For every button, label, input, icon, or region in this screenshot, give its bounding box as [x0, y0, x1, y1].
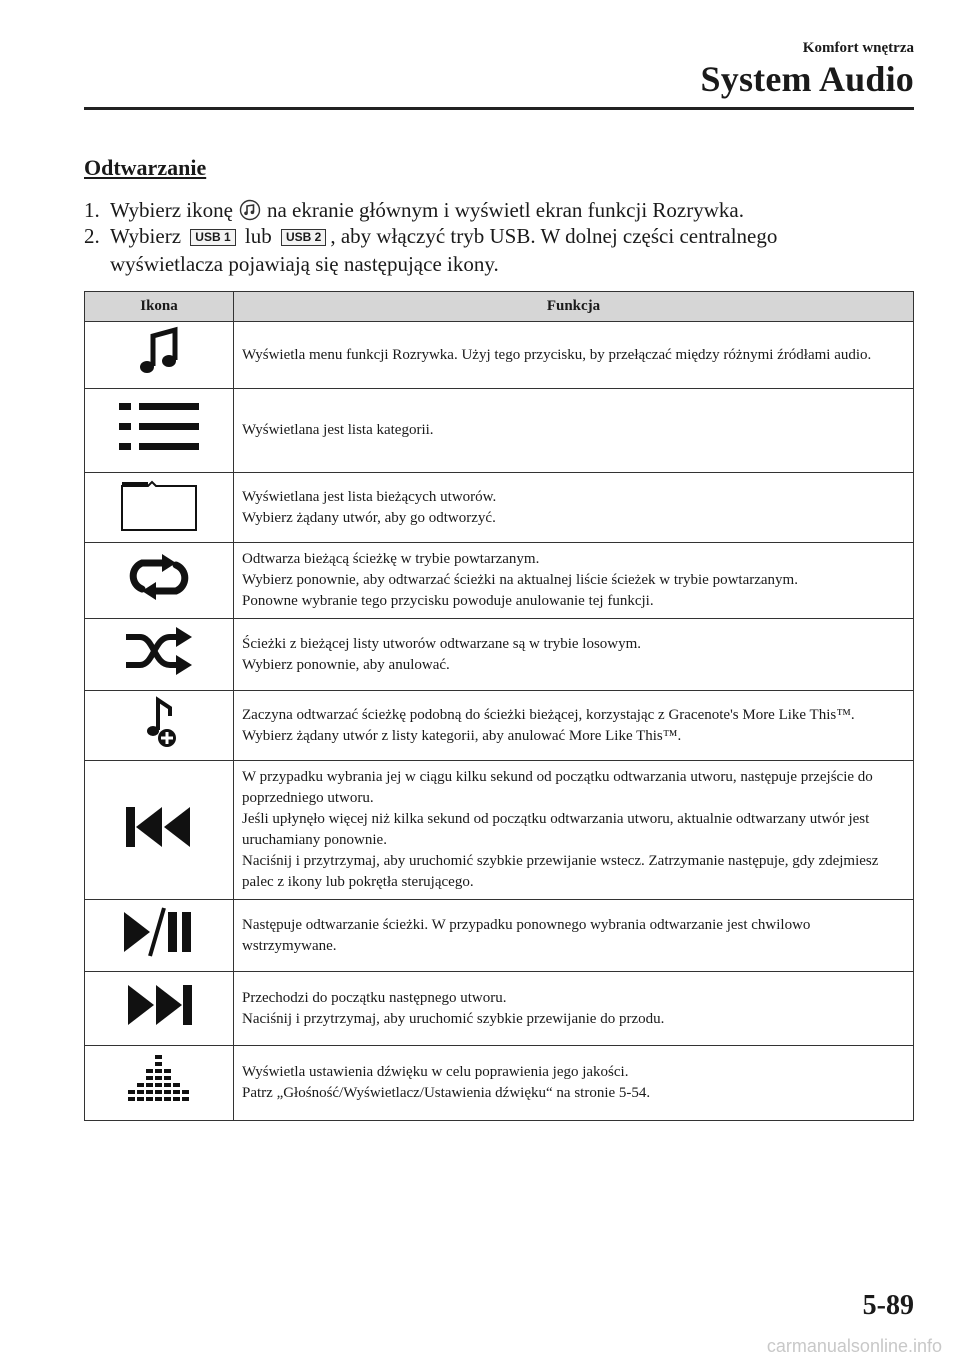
- icon-cell: [85, 691, 234, 761]
- function-text: Przechodzi do początku następnego utworu.: [242, 989, 507, 1006]
- step-text: Wybierz: [110, 224, 182, 248]
- table-row: [85, 761, 914, 900]
- usb2-button[interactable]: USB 2: [281, 229, 326, 246]
- icon-cell: [85, 473, 234, 543]
- function-cell: [234, 900, 914, 972]
- function-text: Wybierz ponownie, aby odtwarzać ścieżki na aktualnej liście ścieżek w trybie powtarzanym.: [242, 572, 798, 588]
- icon-cell: [85, 389, 234, 473]
- icon-cell: [85, 322, 234, 389]
- next-track-icon: [124, 1015, 194, 1031]
- function-cell: [234, 972, 914, 1046]
- step-number: 1.: [84, 198, 100, 222]
- icon-cell: [85, 761, 234, 900]
- header-section-label: Komfort wnętrza: [802, 40, 914, 56]
- page-title: System Audio: [700, 59, 914, 99]
- function-text: Wyświetla ustawienia dźwięku w celu poprawienia jego jakości.: [242, 1064, 629, 1080]
- table-row: [85, 972, 914, 1046]
- step-2: [84, 222, 884, 278]
- function-text: Jeśli upłynęło więcej niż kilka sekund od początku odtwarzania utworu, aktualnie odtwarzany utwór jest uruchamiany ponownie.: [242, 811, 870, 848]
- function-cell: [234, 543, 914, 619]
- function-text: Naciśnij i przytrzymaj, aby uruchomić szybkie przewijanie do przodu.: [242, 1010, 665, 1027]
- step-text: na ekranie głównym i wyświetl ekran funkcji Rozrywka.: [266, 198, 744, 222]
- function-text: Ścieżki z bieżącej listy utworów odtwarzane są w trybie losowym.: [242, 635, 642, 652]
- previous-track-icon: [124, 837, 194, 853]
- table-row: [85, 1046, 914, 1121]
- function-cell: [234, 761, 914, 900]
- usb1-button[interactable]: USB 1: [190, 229, 235, 246]
- table-row: [85, 900, 914, 972]
- icon-cell: [85, 543, 234, 619]
- step-text: wyświetlacza pojawiają się następujące ikony.: [110, 252, 499, 276]
- icon-cell: [85, 900, 234, 972]
- function-text: Wybierz żądany utwór, aby go odtworzyć.: [242, 509, 496, 526]
- play-pause-icon: [120, 946, 198, 962]
- function-text: W przypadku wybrania jej w ciągu kilku sekund od początku odtwarzania utworu, następuje przejście do poprzedniego utworu.: [242, 769, 873, 806]
- table-row: [85, 473, 914, 543]
- watermark: carmanualsonline.info: [766, 1336, 942, 1356]
- header-divider: [84, 107, 914, 110]
- function-text: Patrz „Głośność/Wyświetlacz/Ustawienia dźwięku“ na stronie 5-54.: [242, 1085, 651, 1101]
- function-cell: [234, 619, 914, 691]
- icon-function-table: [84, 291, 914, 1121]
- section-heading: Odtwarzanie: [84, 155, 207, 180]
- function-cell: [234, 473, 914, 543]
- page-number: 5-89: [862, 1290, 914, 1321]
- icon-cell: [85, 972, 234, 1046]
- column-header-function: Funkcja: [234, 292, 914, 322]
- equalizer-icon: [126, 1096, 192, 1112]
- function-text: Odtwarza bieżącą ścieżkę w trybie powtarzanym.: [242, 551, 540, 567]
- list-icon: [117, 443, 201, 459]
- function-text: Wyświetlana jest lista kategorii.: [242, 422, 434, 438]
- column-header-icon: Ikona: [85, 292, 234, 322]
- function-text: Ponowne wybranie tego przycisku powoduje anulowanie tej funkcji.: [242, 593, 654, 609]
- function-text: Zaczyna odtwarzać ścieżkę podobną do ścieżki bieżącej, korzystając z Gracenote's More Like This™. Wybierz żądany utwór z listy kategorii, aby anulować More Like This™.: [242, 706, 855, 744]
- function-text: Wyświetlana jest lista bieżących utworów.: [242, 488, 497, 505]
- music-note-icon: [239, 199, 261, 221]
- step-1: [84, 196, 884, 224]
- icon-cell: [85, 1046, 234, 1121]
- table-row: [85, 543, 914, 619]
- repeat-icon: [124, 589, 194, 605]
- shuffle-icon: [124, 663, 194, 679]
- folder-icon: [120, 520, 198, 536]
- table-row: [85, 322, 914, 389]
- step-text: , aby włączyć tryb USB. W dolnej części centralnego: [330, 224, 778, 248]
- music-note-icon: [131, 368, 187, 384]
- step-number: 2.: [84, 224, 100, 248]
- function-text: Wyświetla menu funkcji Rozrywka. Użyj tego przycisku, by przełączać między różnymi źródłami audio.: [242, 346, 872, 363]
- function-cell: [234, 691, 914, 761]
- function-cell: [234, 389, 914, 473]
- more-like-this-icon: [134, 738, 184, 754]
- icon-cell: [85, 619, 234, 691]
- table-row: [85, 691, 914, 761]
- function-text: Naciśnij i przytrzymaj, aby uruchomić szybkie przewijanie wstecz. Zatrzymanie następuje, gdy zdejmiesz palec z ikony lub pokrętła sterującego.: [242, 853, 879, 890]
- function-text: Wybierz ponownie, aby anulować.: [242, 656, 450, 673]
- step-text: Wybierz ikonę: [110, 198, 233, 222]
- step-text: lub: [244, 224, 272, 248]
- function-cell: [234, 322, 914, 389]
- table-row: [85, 389, 914, 473]
- function-cell: [234, 1046, 914, 1121]
- function-text: Następuje odtwarzanie ścieżki. W przypadku ponownego wybrania odtwarzanie jest chwilowo wstrzymywane.: [242, 916, 811, 954]
- table-row: [85, 619, 914, 691]
